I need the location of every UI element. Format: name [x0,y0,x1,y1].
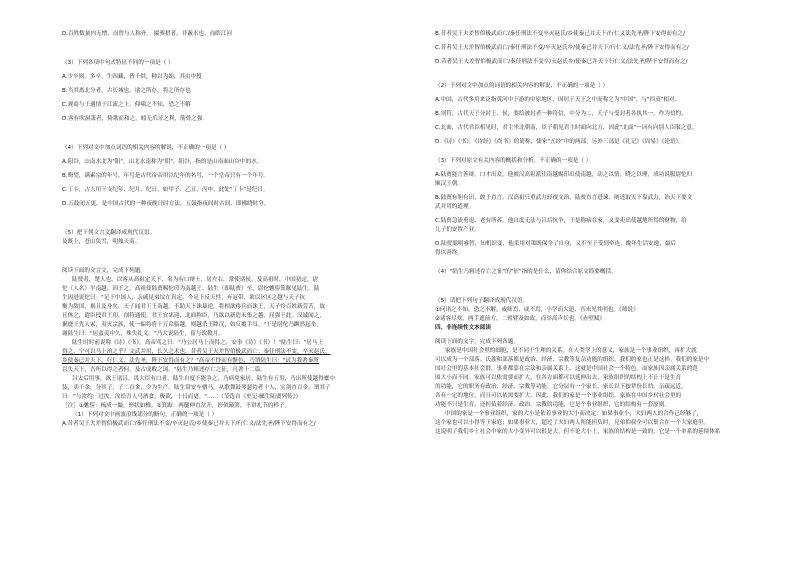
option-b: B.昔者吴王夫差智伯极武而亡/秦任刑法不变卒灭赵氏/乡使秦已并天下/行仁义法先圣/陛下安得而有之/ [435,31,685,37]
left-question-5 [62,229,402,247]
option-c: C.陆贾急流勇退，老有所养。他自度无法与吕后抗争，于是称病在家，又变卖出使越地所得的财物，给 [435,218,687,224]
sentence-to-translate: ①问诸之不知，恐之不解，或师焉，或不焉，小学而大遗，吾未见其明也。《师说》 [435,307,639,313]
passage-line: 谢陆生曰："居蛮夷中久，殊失礼义。"乃大说陆生，留与饮数月。 [62,331,224,337]
question-stem: （3）下列对原文有关内容的概括和分析，不正确的一项是（ ） [435,158,592,164]
passage-line: 围大小而不同。家族可以依需要而扩大，在各方面都可以延伸出去。家族组织的结构上不止于是生育 [435,375,682,381]
passage-line: 功能不只是生育，还担负着经济、政治、宗教的功能，它是个事业组织，它的结构有一套原则。 [435,402,670,408]
passage-instruction: 阅读下面的文言文，完成下列题。 [62,268,146,274]
option-a [62,434,402,443]
left-question-3 [62,59,402,124]
left-question-4 [62,144,402,209]
passage-line: 且休之，遣臣授君王印，剖符通使。君王宜郊迎，北面称臣，乃欲以新造未集之越，屈强于此。汉诚闻之， [62,313,325,319]
question-stem: （2）下列对文中加点的词语的相关内容的解说，不正确的一项是（ ） [435,83,609,89]
passage-line: 可以成为一个部落。氏族和部落都是政治、经济、宗教等复杂功能的组织。我们的家也正是这样。我们的家是中 [435,357,710,363]
passage-line: 家族是中国社会里的细胞，是不同于生理的关系。在人类学上的意义，家族是一个事业组织，再扩大就 [445,348,697,354]
question-stem: （3）下列各项中句式特征不同的一项是（ ） [62,60,174,66]
passage-line: 曰："与汝约：过汝，汝给吾人马酒食，极欲，十日而更。"……（节选自《史记·郦生陆贾列传》） [62,394,302,400]
right-question-5 [435,297,775,324]
option-b: B.剖符，古代天子分封王、侯，要给被封者一种符信，中分为二，天子与受封者各执其一，作为信约。 [435,111,687,117]
option-b: B.陆贾有胆有识，敢于直言。汉高祖只重武力轻视文治，陆贾直言进谏，阐述取天下靠武力，治天下要文 [435,195,693,201]
passage-line-wavy: 得之，宁可以马上治之乎？文武并用，长久之术也。昔者吴王夫差智伯极武而亡；秦任刑法不变，卒灭赵氏。 [62,349,331,355]
passage-line: 掘烧王先人冢，夷灭宗族，使一偏将将十万众临越，则越杀王降汉，如反覆手耳。"于是尉佗乃蹶然起坐， [62,322,322,328]
option-a: A.阳谷，山南水北为"阳"，山北水南称为"阴"，阳谷，指的是山南面山谷中的水。 [62,159,263,165]
passage-line: 陆贾者，楚人也，以客从高祖定天下，名为有口辩士，居左右，常使诸侯。及高祖时，中国初定，尉 [72,277,319,283]
passage-line: 吕太后用事，欲王诸吕，畏大臣有口者，陆生自度不能争之，乃病免家居。陆生有五男，乃出所使越得橐中 [72,376,335,382]
question-stem: （5）把下列文言文翻译成现代汉语。 [62,230,156,236]
text-line: D.百姓数量内无增，而曾与人称齐。 揣葬措者，非蔽水也，而皓江河 [62,31,233,37]
option-d: D.昔者吴王夫差智伯极武而亡/秦任刑法不变卒/灭赵氏乡/使秦已并天下行仁义/法先圣/陛下安得而有之/ [435,59,688,65]
question-stem: （4）下列对文中加点词语的相关内容的解说，不正确的一项是（ ） [62,145,230,151]
option-c: C.北面，古代君臣相见时，君主坐北朝南，臣子朝见君主时面向北方，因此"北面"一词有向别人臣服之意。 [435,125,698,131]
passage-line: 衡为敌国，祸且及身矣。天子闻君王王南越，不助天下诛暴逆，将相欲移兵而诛王，天子怜百姓新劳苦，故 [62,304,325,310]
right-column [435,30,775,437]
question-stem: A.昔者吴王夫差智伯极武而亡/秦任刑法不变/卒灭赵氏/乡使秦已并天下/行仁义/法先圣/陛下安得而有之/ [62,421,316,427]
option-b: B.当其离北分者，古长城也，诸之所存，将之所存也 [62,88,191,94]
option-c: C.昔者吴王夫差智伯极武而亡/秦任刑法不变/卒灭赵氏乡/使秦已并天下/行仁义/法先圣/陛下安得而有之/ [435,45,689,51]
passage-line: 陆生时时前说称《诗》《书》。高帝骂之曰："乃公居马上而得之，安事《诗》《书》！"陆生曰："居马上 [72,340,324,346]
sentence-to-translate: ②诸客尽欢，两手遮前方，二臂臂及如故，而举高声长也。《赤壁赋》 [435,316,606,322]
right-options-q1 [435,30,775,67]
passage-instruction: 阅读下面的文字，完成下列各题。 [435,339,519,345]
question-stem: （4）"陆生乃粗述存亡之征"的"征"指的是什么，请你结合原文简要概括。 [435,269,617,275]
passage-line: 这说明了我们乡土社会中家的大小变异可以很是大。但不论大小上，家族的结构是一致的，它是一个单系的延续体系 [435,429,721,435]
passage-line: 各有一定的地位，而且可以依需要扩大。因此，我们的家是一个事业组织，家族在中国乡村社会里的 [435,393,682,399]
option-d: D.《诗》《书》，《诗经》《尚书》的简称，儒家"五经"中的两部，另外三部是《礼记》《周易》《论语》。 [435,139,684,145]
passage-line: 装，卖千金，分其子，子二百金，令为生产。陆生常安车驷马，从歌舞鼓琴瑟侍者十人，宝剑直百金，谓其子 [62,385,331,391]
passage-line: 佗（人名）平南越，因王之。高祖使陆贾赐佗印为南越王。陆生（即陆贾）至，尉佗魋髻箕踞见陆生。陆 [62,286,320,292]
passage-line: 中国的家是一个事业组织，家的大小是依着事业的大小而决定：如果事业小，夫妇两人的合作已经够了， [445,411,703,417]
sentence-to-translate: 及既上，苍山负雪，明烛天南。 [62,239,141,245]
option-b-cont: 武并用的道理。 [435,204,475,210]
option-a: A.少卒则，多卒，生四藏，皆千供，种以为始，其由中授 [62,74,202,80]
section-title: 四、非连续性文本阅读 [435,325,491,331]
option-b: B.晦望，满素宗的年号。年号是古代帝帝用以纪年的名号，一个皇帝只有一个年号。 [62,173,269,179]
passage-line: 以失天下，吾所以得之者何，及古成败之国。"陆生乃粗述存亡之征，凡著十二篇。 [62,367,266,373]
left-passage [62,267,402,443]
passage-line: 国社会里的基本社会群，事业都靠在宗法和亲属关系上。这就是中国社会一个特色。而家族因亲属关系的范 [435,366,698,372]
option-a-cont: 顺汉王朝。 [435,181,463,187]
option-d-cont: 得以善终。 [435,250,463,256]
option-d: D.五鼓闭五更，是中国古代的一种夜晚计时方法，五鼓指夜间时古间，即拂晓时分。 [62,201,270,207]
option-a: A.陆贾能言善辩，口才出众。他被汉高祖派往南越赐印出使南越，动之以情，晓之以理，成功说服尉佗归 [435,172,693,178]
option-c: C.观商与于通情于江流之上，仰啸之不知，恐之不解 [62,102,191,108]
passage-line: 的功能，它的职务有政治、经济、宗教等功能。它分层有一个家长，家长以下按辈份长幼，亲疏远近， [435,384,687,390]
left-column [62,30,402,443]
passage-line-wavy: 乡使秦已并天下，行仁义，法先圣，陛下安得而有之？"高帝不怿而有惭色，乃谓陆生曰："试为我著秦所 [62,358,319,364]
passage-line: 这个家也可以小得等于家庭；如果事业大，超过了夫妇两人所能担负时，兄弟伯叔全可以集合在一个大家庭里。 [435,420,710,426]
option-c-cont: 儿子们安置产业。 [435,227,480,233]
option-d: D.陆贾聪明睿智，知机识变，他采用对策既保全了自身，又不至于受到牵连，晚年生活安逸，最后 [435,241,677,247]
passage-line: 生因进说佗曰："足下中国人，亲戚昆弟坟在真定。今足下反天性，弃冠带，欲以区区之越与天子抗 [62,295,306,301]
passage-note: （1）下列对文中画波浪线部分的断句，正确的一项是（ ） [72,412,218,418]
right-question-2 [435,82,775,147]
left-block-a [62,30,402,39]
right-passage [435,338,775,437]
option-c: C.丁卡，古人用干支纪年、纪月、纪日，如甲子、乙丑，丙申，此处"丁卡"是纪日。 [62,187,269,193]
right-question-4 [435,268,775,277]
option-d: D.客有吹洞箫者，倚歌而和之，蚓无爪牙之利，筋骨之强 [62,116,203,122]
passage-line: ［注］①魋髻：梳成一撮，形状如椎。②箕踞：两腿伸直岔开，形似簸箕，不讲礼节的样子。 [62,403,291,409]
right-question-3 [435,157,775,258]
option-a: A.中国，古代多用来泛指黄河中下游的中原地区，因居于天下之中而称之为"中国"，与"四夷"相对。 [435,97,681,103]
question-stem: （5）请把下列句子翻译成现代汉语。 [435,298,529,304]
